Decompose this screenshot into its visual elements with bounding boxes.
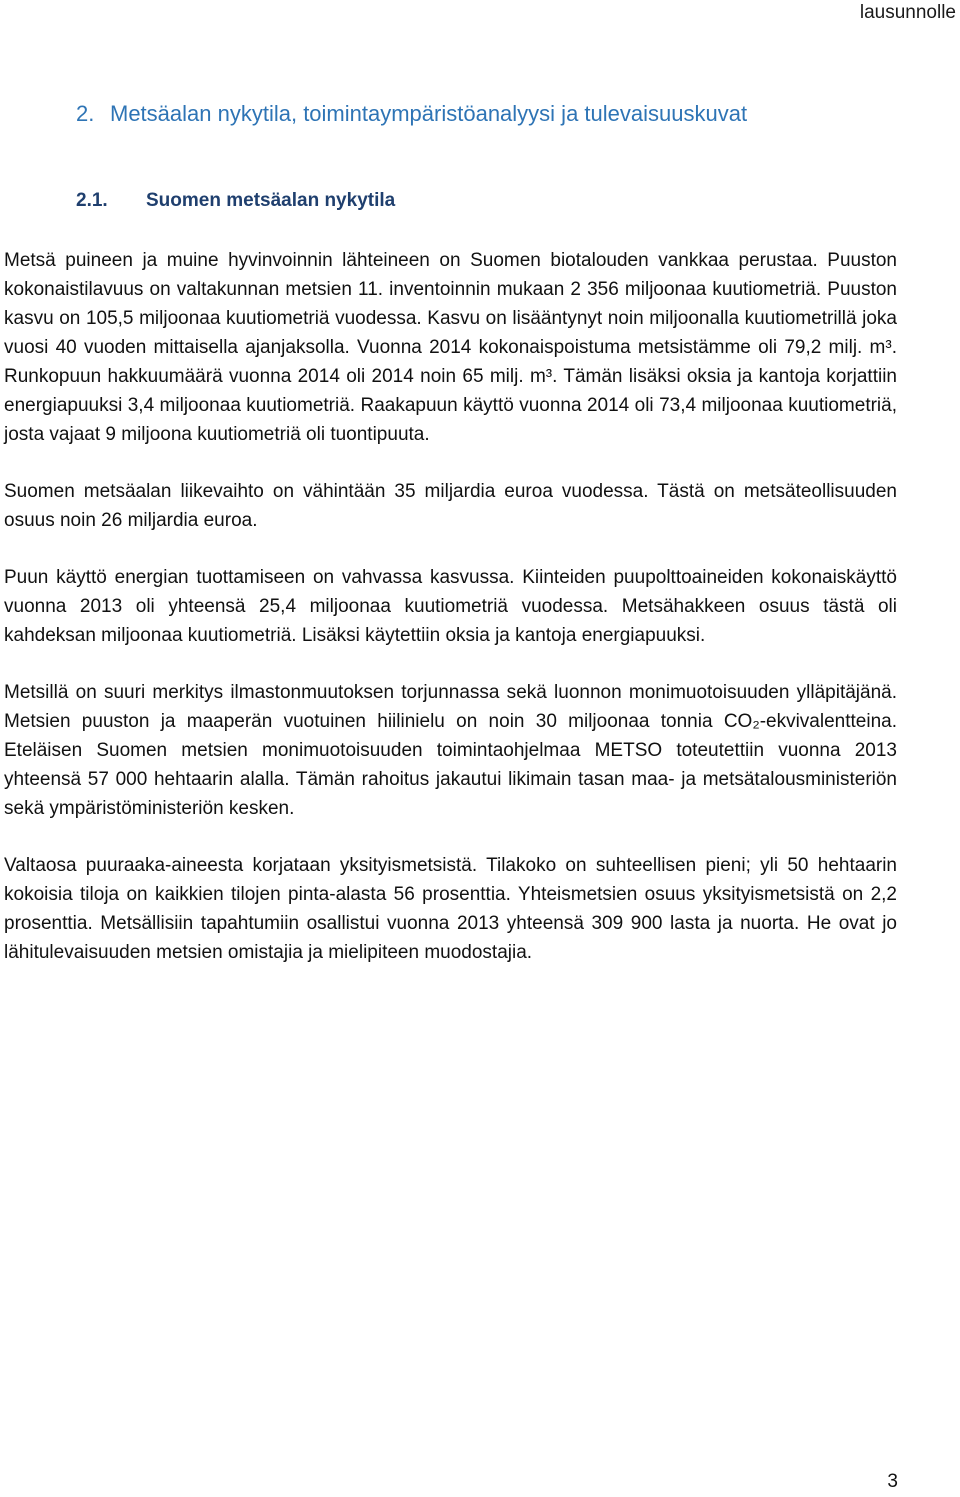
paragraph: Puun käyttö energian tuottamiseen on vahvassa kasvussa. Kiinteiden puupolttoaineiden kokonaiskäyttö vuonna 2013 oli yhteensä 25,4 miljoonaa kuutiometriä vuodessa. Metsähakkeen osuus tästä oli kahdeksan miljoonaa kuutiometriä. Lisäksi käytettiin oksia ja kantoja energiapuuksi. <box>4 567 897 646</box>
paragraph: Metsillä on suuri merkitys ilmastonmuutoksen torjunnassa sekä luonnon monimuotoisuuden ylläpitäjänä. Metsien puuston ja maaperän vuotuinen hiilinielu on noin 30 miljoonaa tonnia CO₂-ekvivalentteina. Eteläisen Suomen metsien monimuotoisuuden toimintaohjelmaa METSO toteutettiin vuonna 2013 yhteensä 57 000 hehtaarin alalla. Tämän rahoitus jakautui likimain tasan maa- ja metsätalousministeriön sekä ympäristöministeriön kesken. <box>4 682 897 819</box>
paragraph: Suomen metsäalan liikevaihto on vähintään 35 miljardia euroa vuodessa. Tästä on metsäteollisuuden osuus noin 26 miljardia euroa. <box>4 481 897 531</box>
section-title: Metsäalan nykytila, toimintaympäristöanalyysi ja tulevaisuuskuvat <box>110 101 748 126</box>
section-heading <box>76 101 747 127</box>
page-number: 3 <box>887 1471 898 1492</box>
body-text <box>4 246 897 995</box>
subsection-number: 2.1. <box>76 190 108 211</box>
running-header: lausunnolle <box>859 2 956 23</box>
paragraph: Valtaosa puuraaka-aineesta korjataan yksityismetsistä. Tilakoko on suhteellisen pieni; yli 50 hehtaarin kokoisia tiloja on kaikkien tilojen pinta-alasta 56 prosenttia. Yhteismetsien osuus yksityismetsistä on 2,2 prosenttia. Metsällisiin tapahtumiin osallistui vuonna 2013 yhteensä 309 900 lasta ja nuorta. He ovat jo lähitulevaisuuden metsien omistajia ja mielipiteen muodostajia. <box>4 855 897 963</box>
paragraph: Metsä puineen ja muine hyvinvoinnin lähteineen on Suomen biotalouden vankkaa perustaa. Puuston kokonaistilavuus on valtakunnan metsien 11. inventoinnin mukaan 2 356 miljoonaa kuutiometriä. Puuston kasvu on 105,5 miljoonaa kuutiometriä vuodessa. Kasvu on lisääntynyt noin miljoonalla kuutiometrillä joka vuosi 40 vuoden mittaisella ajanjaksolla. Vuonna 2014 kokonaispoistuma metsistämme oli 79,2 milj. m³. Runkopuun hakkuumäärä vuonna 2014 oli 2014 noin 65 milj. m³. Tämän lisäksi oksia ja kantoja korjattiin energiapuuksi 3,4 miljoonaa kuutiometriä. Raakapuun käyttö vuonna 2014 oli 73,4 miljoonaa kuutiometriä, josta vajaat 9 miljoona kuutiometriä oli tuontipuuta. <box>4 250 897 445</box>
subsection-heading <box>76 190 395 212</box>
section-number: 2. <box>76 101 95 126</box>
subsection-title: Suomen metsäalan nykytila <box>146 190 396 211</box>
